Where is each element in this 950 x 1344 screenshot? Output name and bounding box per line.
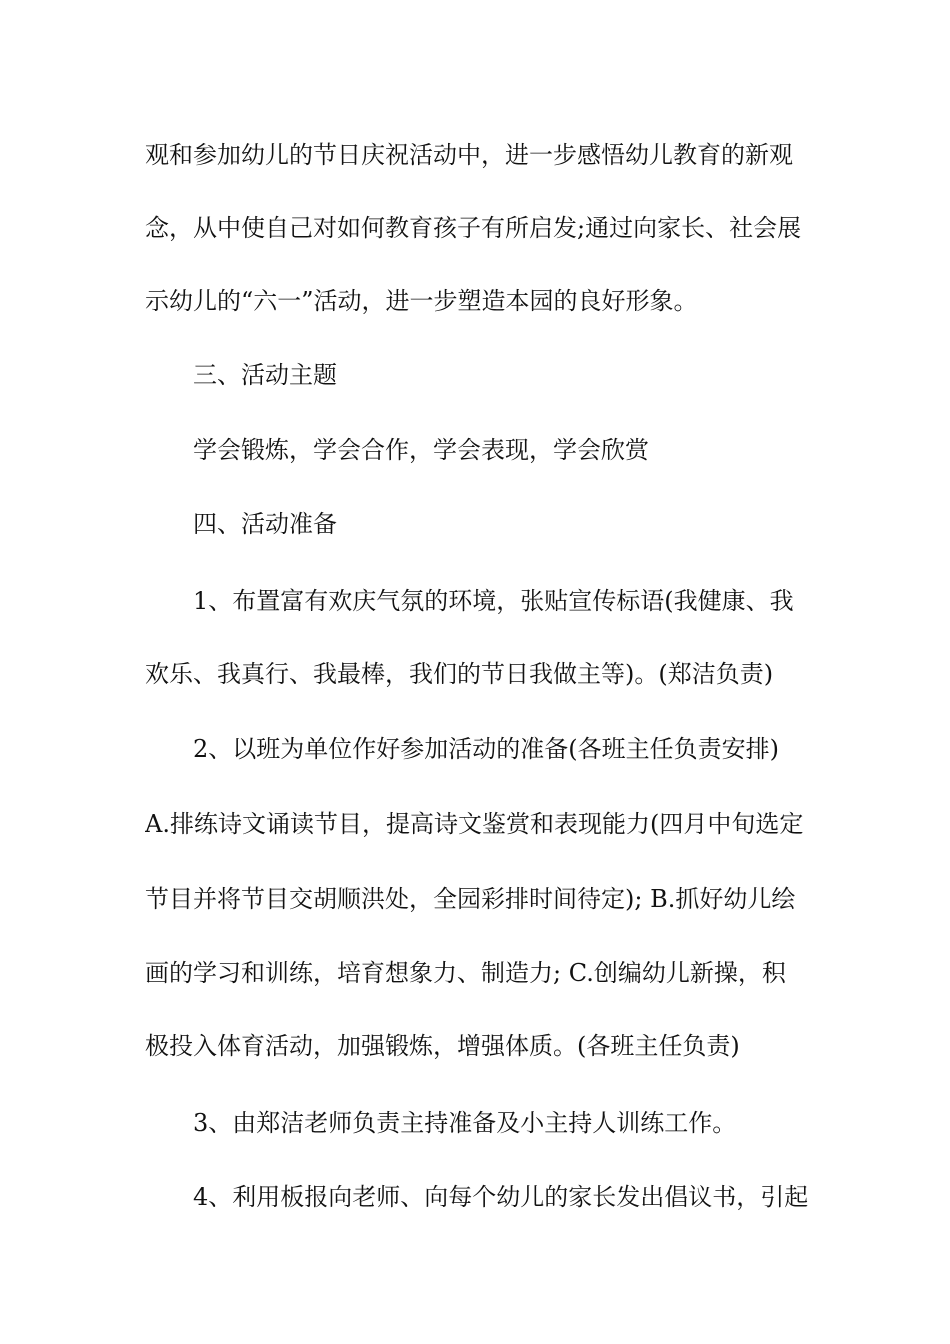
list-item-line: 1、布置富有欢庆气氛的环境，张贴宣传标语(我健康、我 <box>193 587 794 615</box>
paragraph-line: 念，从中使自己对如何教育孩子有所启发;通过向家长、社会展 <box>145 214 802 242</box>
section-heading: 四、活动准备 <box>193 510 337 538</box>
paragraph-line: 学会锻炼，学会合作，学会表现，学会欣赏 <box>193 436 649 464</box>
paragraph-line: 示幼儿的“六一”活动，进一步塑造本园的良好形象。 <box>145 287 698 315</box>
list-item-line: 4、利用板报向老师、向每个幼儿的家长发出倡议书，引起 <box>193 1183 809 1211</box>
list-item-line: 2、以班为单位作好参加活动的准备(各班主任负责安排) <box>193 735 779 763</box>
list-item-line: 欢乐、我真行、我最棒，我们的节日我做主等)。(郑洁负责) <box>145 660 774 688</box>
paragraph-line: 观和参加幼儿的节日庆祝活动中，进一步感悟幼儿教育的新观 <box>145 141 793 169</box>
paragraph-line: 极投入体育活动，加强锻炼，增强体质。(各班主任负责) <box>145 1032 740 1060</box>
paragraph-line: A.排练诗文诵读节目，提高诗文鉴赏和表现能力(四月中旬选定 <box>145 810 804 838</box>
paragraph-line: 画的学习和训练，培育想象力、制造力; C.创编幼儿新操，积 <box>145 959 786 987</box>
list-item-line: 3、由郑洁老师负责主持准备及小主持人训练工作。 <box>193 1109 737 1137</box>
paragraph-line: 节目并将节目交胡顺洪处，全园彩排时间待定); B.抓好幼儿绘 <box>145 885 796 913</box>
section-heading: 三、活动主题 <box>193 361 337 389</box>
